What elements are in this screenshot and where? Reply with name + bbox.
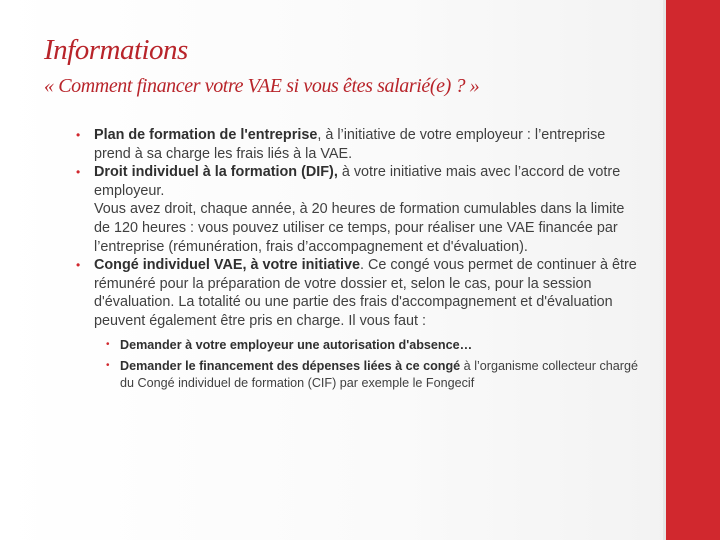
bullet-icon: • [76, 165, 81, 180]
sub-bullet-icon: • [106, 360, 110, 372]
sub-bullet-bold-text: Demander le financement des dépenses liées à ce congé [120, 359, 461, 374]
sub-bullet-bold-text: Demander à votre employeur une autorisation d'absence… [120, 337, 473, 352]
bullet-bold-text: Droit individuel à la formation (DIF), [94, 164, 338, 181]
bullet-bold-text: Plan de formation de l'entreprise [94, 127, 318, 143]
sub-bullet-icon: • [106, 338, 110, 350]
bullet-extra-paragraph: Vous avez droit, chaque année, à 20 heures de formation cumulables dans la limite de 120 heures : vous pouvez utiliser ce temps, pour réaliser une VAE financée par l’entreprise (rémunération, frais d’accompagnement et d'évaluation). [94, 201, 625, 255]
sub-bullet-text: à l’organisme collecteur chargé du Congé individuel de formation (CIF) par exemple le Fongecif [120, 359, 638, 390]
bullet-text: . Ce congé vous permet de continuer à être rémunéré pour la préparation de votre dossier et, selon le cas, pour la session d'évaluation. La totalité ou une partie des frais d'accompagnement et d'évaluation peuvent également être pris en charge. Il vous faut : [94, 257, 637, 329]
sub-bullet-financement [106, 358, 642, 391]
slide-title: Informations [44, 34, 188, 66]
slide-content [76, 126, 642, 396]
bullet-text: à votre initiative mais avec l’accord de votre employeur. [94, 164, 621, 199]
bullet-plan-formation [76, 126, 642, 163]
bullet-icon: • [76, 128, 81, 142]
red-accent-strip [666, 0, 720, 540]
sub-bullet-list [76, 337, 642, 392]
bullet-dif [76, 163, 642, 256]
bullet-bold-text: Congé individuel VAE, à votre initiative [94, 257, 361, 274]
slide-subtitle: « Comment financer votre VAE si vous êtes salarié(e) ? » [44, 75, 480, 97]
bullet-conge-vae [76, 256, 642, 330]
bullet-text: , à l’initiative de votre employeur : l’entreprise prend à sa charge les frais liés à la VAE. [94, 127, 606, 162]
bullet-icon: • [76, 258, 81, 273]
sub-bullet-autorisation [106, 337, 642, 354]
